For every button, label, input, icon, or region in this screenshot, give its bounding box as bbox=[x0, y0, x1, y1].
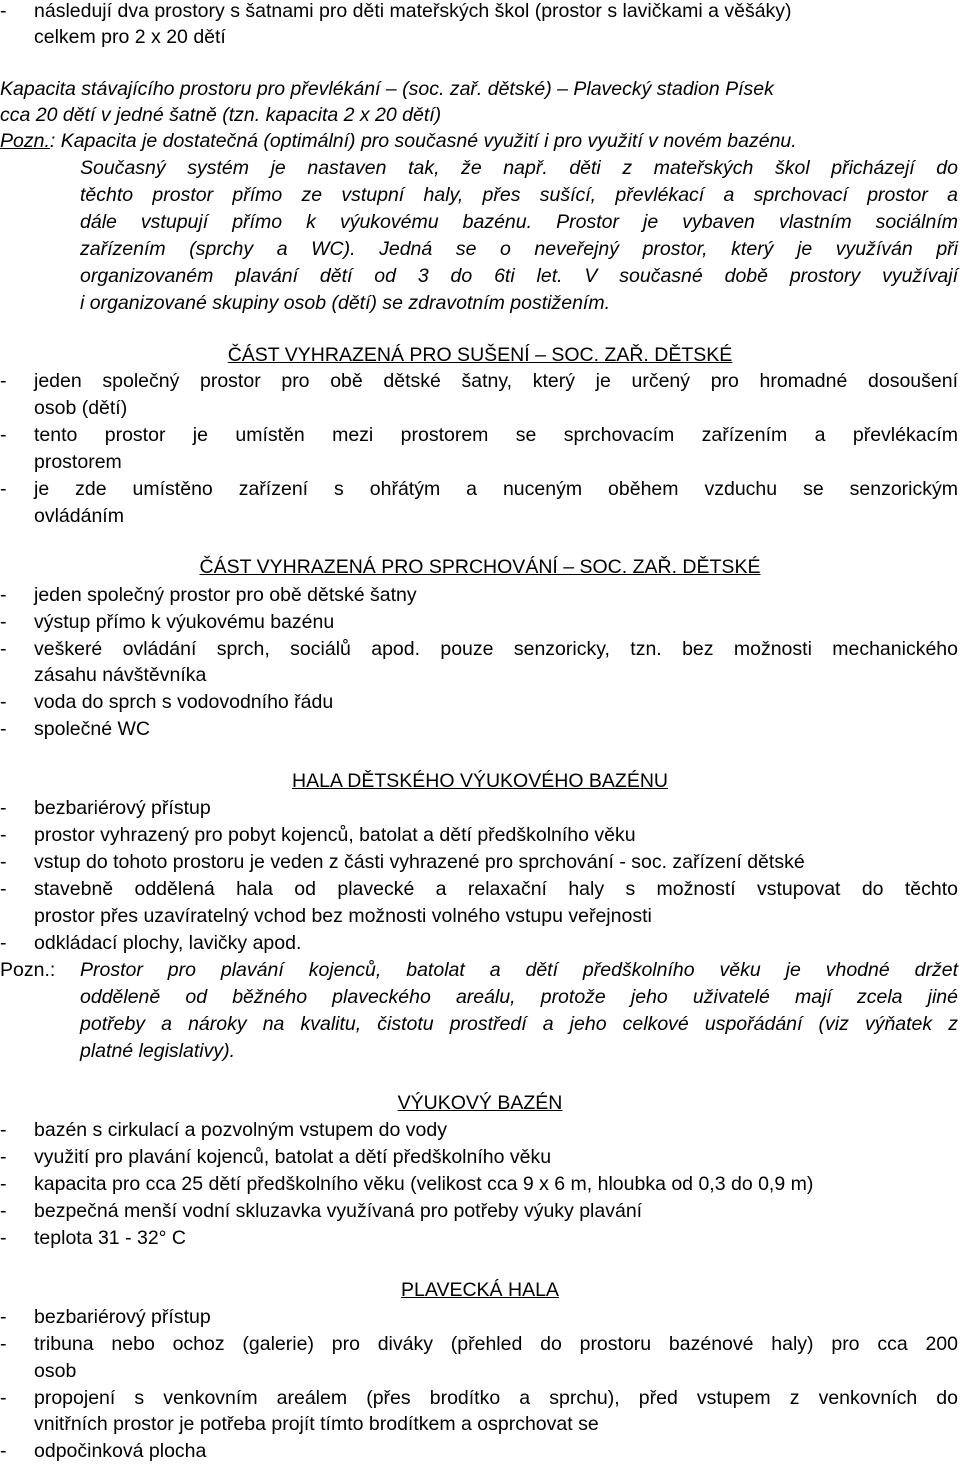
list-item: bezpečná menší vodní skluzavka využívaná pro potřeby výuky plavání bbox=[34, 1200, 643, 1222]
bullet-dash: - bbox=[0, 370, 7, 392]
bullet-dash: - bbox=[0, 797, 7, 819]
list-item-line: tento prostor je umístěn mezi prostorem se sprchovacím zařízením a převlékacím bbox=[34, 424, 958, 446]
note-line: dále vstupují přímo k výukovému bazénu. Prostor je vybaven vlastním sociálním bbox=[80, 211, 958, 233]
intro-item-line: celkem pro 2 x 20 dětí bbox=[34, 26, 226, 48]
capacity-note-line: cca 20 dětí v jedné šatně (tzn. kapacita 2 x 20 dětí) bbox=[0, 104, 442, 126]
bullet-dash: - bbox=[0, 478, 7, 500]
list-item-line: vnitřních prostor je potřeba projít tímto brodítkem a osprchovat se bbox=[34, 1413, 599, 1435]
note-label: Pozn. bbox=[0, 130, 50, 152]
list-item: jeden společný prostor pro obě dětské šatny bbox=[34, 584, 417, 606]
note-line: organizovaném plavání dětí od 3 do 6ti let. V současné době prostory využívají bbox=[80, 265, 958, 287]
list-item-line: je zde umístěno zařízení s ohřátým a nuceným oběhem vzduchu se senzorickým bbox=[34, 478, 958, 500]
bullet-dash: - bbox=[0, 1173, 7, 1195]
note-line: Prostor pro plavání kojenců, batolat a dětí předškolního věku je vhodné držet bbox=[80, 959, 958, 981]
list-item-line: osob (dětí) bbox=[34, 397, 128, 419]
list-item-line: osob bbox=[34, 1360, 77, 1382]
list-item: odpočinková plocha bbox=[34, 1440, 207, 1462]
list-item: prostor vyhrazený pro pobyt kojenců, batolat a dětí předškolního věku bbox=[34, 824, 636, 846]
note-text: : Kapacita je dostatečná (optimální) pro současné využití i pro využití v novém bazénu. bbox=[49, 130, 797, 152]
bullet-dash: - bbox=[0, 851, 7, 873]
bullet-dash: - bbox=[0, 1227, 7, 1249]
list-item: kapacita pro cca 25 dětí předškolního věku (velikost cca 9 x 6 m, hloubka od 0,3 do 0,9 m) bbox=[34, 1173, 814, 1195]
list-item: odkládací plochy, lavičky apod. bbox=[34, 932, 302, 954]
list-item-line: prostor přes uzavíratelný vchod bez možnosti volného vstupu veřejnosti bbox=[34, 905, 652, 927]
section-heading-drying: ČÁST VYHRAZENÁ PRO SUŠENÍ – SOC. ZAŘ. DĚTSKÉ bbox=[227, 344, 733, 366]
bullet-dash: - bbox=[0, 1440, 7, 1462]
bullet-dash: - bbox=[0, 638, 7, 660]
bullet-dash: - bbox=[0, 1333, 7, 1355]
note-line: i organizované skupiny osob (dětí) se zdravotním postižením. bbox=[80, 292, 611, 314]
bullet-dash: - bbox=[0, 584, 7, 606]
bullet-dash: - bbox=[0, 932, 7, 954]
bullet-dash: - bbox=[0, 1119, 7, 1141]
section-heading-swimming-hall: PLAVECKÁ HALA bbox=[401, 1279, 559, 1301]
note-line: těchto prostor přímo ze vstupní haly, přes sušící, převlékací a sprchovací prostor a bbox=[80, 184, 958, 206]
list-item-line: veškeré ovládání sprch, sociálů apod. pouze senzoricky, tzn. bez možnosti mechanického bbox=[34, 638, 958, 660]
bullet-dash: - bbox=[0, 1387, 7, 1409]
section-heading-children-pool-hall: HALA DĚTSKÉHO VÝUKOVÉHO BAZÉNU bbox=[291, 770, 668, 792]
bullet-dash: - bbox=[0, 878, 7, 900]
bullet-dash: - bbox=[0, 691, 7, 713]
list-item-line: zásahu návštěvníka bbox=[34, 664, 207, 686]
list-item: bezbariérový přístup bbox=[34, 797, 211, 819]
list-item: společné WC bbox=[34, 718, 150, 740]
list-item-line: propojení s venkovním areálem (přes brodítko a sprchu), před vstupem z venkovních do bbox=[34, 1387, 958, 1409]
bullet-dash: - bbox=[0, 1146, 7, 1168]
list-item: vstup do tohoto prostoru je veden z části vyhrazené pro sprchování - soc. zařízení dětské bbox=[34, 851, 805, 873]
bullet-dash: - bbox=[0, 611, 7, 633]
bullet-dash: - bbox=[0, 0, 7, 22]
list-item: voda do sprch s vodovodního řádu bbox=[34, 691, 334, 713]
bullet-dash: - bbox=[0, 424, 7, 446]
capacity-note-line: Kapacita stávajícího prostoru pro převlékání – (soc. zař. dětské) – Plavecký stadion Písek bbox=[0, 78, 774, 100]
intro-item-line: následují dva prostory s šatnami pro děti mateřských škol (prostor s lavičkami a věšáky) bbox=[34, 0, 792, 22]
note-line: potřeby a nároky na kvalitu, čistotu prostředí a jeho celkové uspořádání (viz výňatek z bbox=[80, 1013, 958, 1035]
note-label: Pozn.: bbox=[0, 959, 56, 981]
note-line: zařízením (sprchy a WC). Jedná se o neveřejný prostor, který je využíván při bbox=[80, 238, 958, 260]
list-item-line: stavebně oddělená hala od plavecké a relaxační haly s možností vstupovat do těchto bbox=[34, 878, 958, 900]
note-line: Současný systém je nastaven tak, že např. děti z mateřských škol přicházejí do bbox=[80, 157, 958, 179]
list-item: teplota 31 - 32° C bbox=[34, 1227, 186, 1249]
list-item: bazén s cirkulací a pozvolným vstupem do vody bbox=[34, 1119, 447, 1141]
list-item: bezbariérový přístup bbox=[34, 1306, 211, 1328]
note-line: odděleně od běžného plaveckého areálu, protože jeho uživatelé mají zcela jiné bbox=[80, 986, 958, 1008]
note-line: platné legislativy). bbox=[80, 1040, 235, 1062]
bullet-dash: - bbox=[0, 1306, 7, 1328]
list-item: využití pro plavání kojenců, batolat a dětí předškolního věku bbox=[34, 1146, 552, 1168]
section-heading-showering: ČÁST VYHRAZENÁ PRO SPRCHOVÁNÍ – SOC. ZAŘ. DĚTSKÉ bbox=[199, 556, 761, 578]
section-heading-teaching-pool: VÝUKOVÝ BAZÉN bbox=[397, 1092, 563, 1114]
bullet-dash: - bbox=[0, 1200, 7, 1222]
note-line bbox=[0, 128, 797, 154]
list-item-line: ovládáním bbox=[34, 505, 124, 527]
list-item-line: prostorem bbox=[34, 451, 122, 473]
list-item-line: tribuna nebo ochoz (galerie) pro diváky (přehled do prostoru bazénové haly) pro cca 200 bbox=[34, 1333, 958, 1355]
bullet-dash: - bbox=[0, 824, 7, 846]
list-item: výstup přímo k výukovému bazénu bbox=[34, 611, 335, 633]
list-item-line: jeden společný prostor pro obě dětské šatny, který je určený pro hromadné dosoušení bbox=[34, 370, 958, 392]
bullet-dash: - bbox=[0, 718, 7, 740]
